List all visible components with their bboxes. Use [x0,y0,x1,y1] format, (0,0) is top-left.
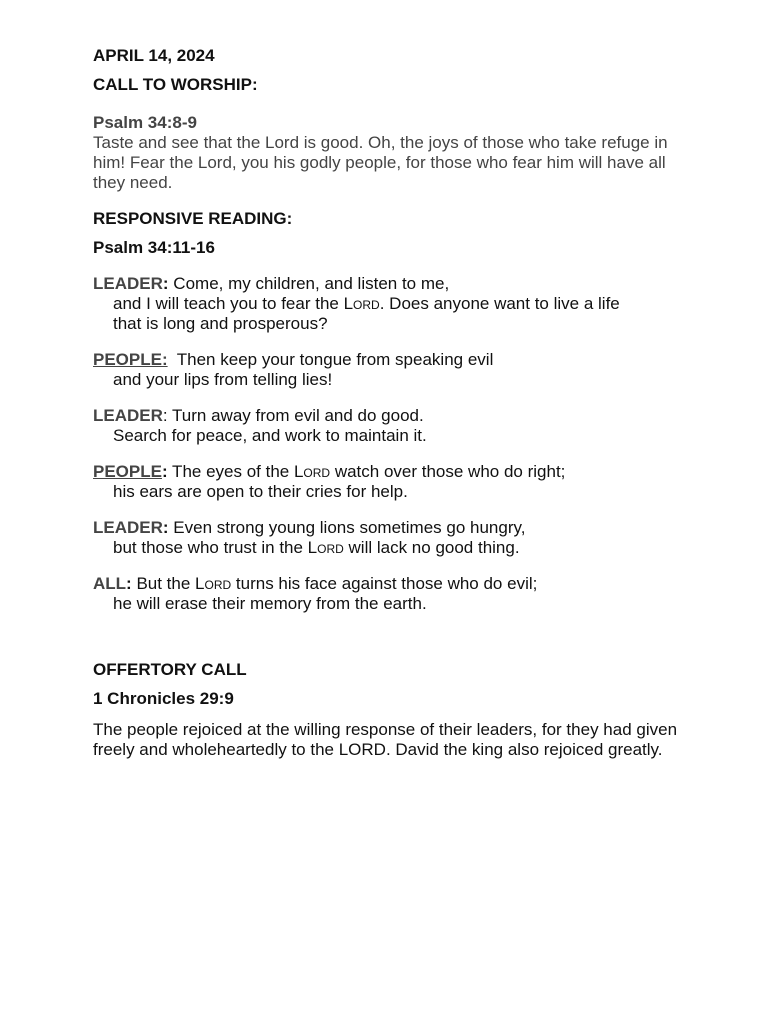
call-to-worship-heading: CALL TO WORSHIP: [93,75,258,94]
speaker-label: ALL [93,574,127,593]
stanza-text: watch over those who do right; [330,462,566,481]
lord-smallcaps: Lord [307,538,344,557]
stanza-text: Come, my children, and listen to me, [168,274,450,293]
speaker-colon: : [162,406,168,425]
bulletin-page [93,46,683,760]
lord-smallcaps: Lord [343,294,380,313]
reading-stanza-leader-3 [93,518,683,558]
stanza-line [93,274,683,294]
reading-stanza-all [93,574,683,614]
speaker-label: PEOPLE [93,462,162,481]
stanza-text: The eyes of the [167,462,294,481]
stanza-text: Then keep your tongue from speaking evil [167,350,494,369]
service-date: APRIL 14, 2024 [93,46,215,65]
stanza-line [93,538,683,558]
speaker-colon: : [162,274,169,293]
stanza-line [93,462,683,482]
speaker-colon: : [161,462,168,481]
offertory-text: The people rejoiced at the willing response of their leaders, for they had given freely and wholeheartedly to the LORD. David the king also rejoiced greatly. [93,720,678,759]
speaker-label: LEADER [93,274,163,293]
stanza-line [93,518,683,538]
stanza-text: Even strong young lions sometimes go hungry, [168,518,526,537]
lord-smallcaps: Lord [195,574,232,593]
reading-stanza-leader-2 [93,406,683,446]
stanza-line: that is long and prosperous? [113,314,328,333]
offertory-reference: 1 Chronicles 29:9 [93,689,234,708]
stanza-line [93,294,683,314]
lord-smallcaps: Lord [293,462,331,481]
stanza-line: he will erase their memory from the earth. [113,594,427,613]
stanza-text: and I will teach you to fear the [113,294,344,313]
speaker-label: PEOPLE: [93,350,168,369]
stanza-line [93,350,683,370]
responsive-reading-heading: RESPONSIVE READING: [93,209,293,228]
stanza-line: Search for peace, and work to maintain it. [113,426,427,445]
reading-stanza-people-1 [93,350,683,390]
stanza-line [93,406,683,426]
call-to-worship-reference: Psalm 34:8-9 [93,113,197,132]
call-to-worship-text: Taste and see that the Lord is good. Oh, the joys of those who take refuge in him! Fear the Lord, you his godly people, for those who fear him will have all they need. [93,133,668,192]
stanza-line [93,574,683,594]
speaker-label: LEADER [93,518,163,537]
speaker-colon: : [126,574,132,593]
offertory-heading: OFFERTORY CALL [93,660,247,679]
stanza-text: Turn away from evil and do good. [167,406,424,425]
speaker-colon: : [162,518,169,537]
reading-stanza-people-2 [93,462,683,502]
speaker-label: LEADER [93,406,163,425]
responsive-reading-reference: Psalm 34:11-16 [93,238,215,257]
stanza-text: . Does anyone want to live a life [379,294,620,313]
stanza-line: his ears are open to their cries for help. [113,482,408,501]
stanza-text: will lack no good thing. [343,538,520,557]
stanza-text: turns his face against those who do evil; [231,574,538,593]
reading-stanza-leader-1 [93,274,683,334]
stanza-text: But the [131,574,196,593]
stanza-text: but those who trust in the [113,538,308,557]
section-spacer [93,630,683,660]
stanza-line: and your lips from telling lies! [113,370,333,389]
